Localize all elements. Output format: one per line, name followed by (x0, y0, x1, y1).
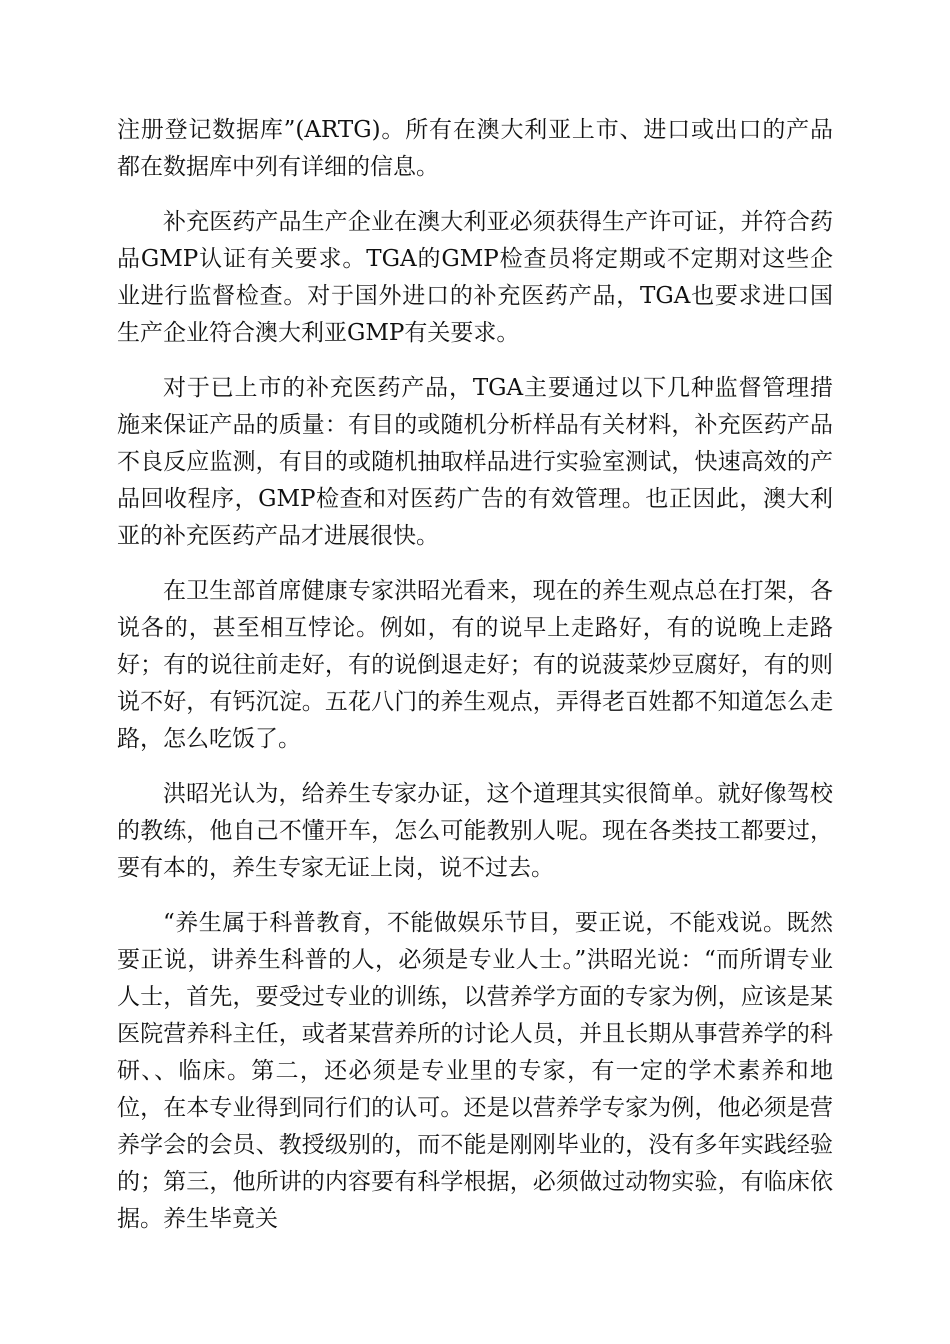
paragraph-1: 注册登记数据库”(ARTG)。所有在澳大利亚上市、进口或出口的产品都在数据库中列有详细的信息。 (117, 117, 833, 180)
paragraph-5: 洪昭光认为，给养生专家办证，这个道理其实很简单。就好像驾校的教练，他自己不懂开车，怎么可能教别人呢。现在各类技工都要过，要有本的，养生专家无证上岗，说不过去。 (117, 781, 833, 881)
paragraph-3: 对于已上市的补充医药产品，TGA主要通过以下几种监督管理措施来保证产品的质量：有目的或随机分析样品有关材料，补充医药产品不良反应监测，有目的或随机抽取样品进行实验室测试，快速高效的产品回收程序，GMP检查和对医药广告的有效管理。也正因此，澳大利亚的补充医药产品才进展很快。 (117, 375, 833, 549)
paragraph-2: 补充医药产品生产企业在澳大利亚必须获得生产许可证，并符合药品GMP认证有关要求。TGA的GMP检查员将定期或不定期对这些企业进行监督检查。对于国外进口的补充医药产品，TGA也要求进口国生产企业符合澳大利亚GMP有关要求。 (117, 209, 833, 346)
document-body (117, 112, 833, 1238)
paragraph-4: 在卫生部首席健康专家洪昭光看来，现在的养生观点总在打架，各说各的，甚至相互悖论。例如，有的说早上走路好，有的说晚上走路好；有的说往前走好，有的说倒退走好；有的说菠菜炒豆腐好，有的则说不好，有钙沉淀。五花八门的养生观点，弄得老百姓都不知道怎么走路，怎么吃饭了。 (117, 578, 833, 752)
paragraph-6: “养生属于科普教育，不能做娱乐节目，要正说，不能戏说。既然要正说，讲养生科普的人，必须是专业人士。”洪昭光说：“而所谓专业人士，首先，要受过专业的训练，以营养学方面的专家为例，应该是某医院营养科主任，或者某营养所的讨论人员，并且长期从事营养学的科研、、临床。第二，还必须是专业里的专家，有一定的学术素养和地位，在本专业得到同行们的认可。还是以营养学专家为例，他必须是营养学会的会员、教授级别的，而不能是刚刚毕业的，没有多年实践经验的；第三，他所讲的内容要有科学根据，必须做过动物实验，有临床依据。养生毕竟关 (117, 910, 833, 1232)
